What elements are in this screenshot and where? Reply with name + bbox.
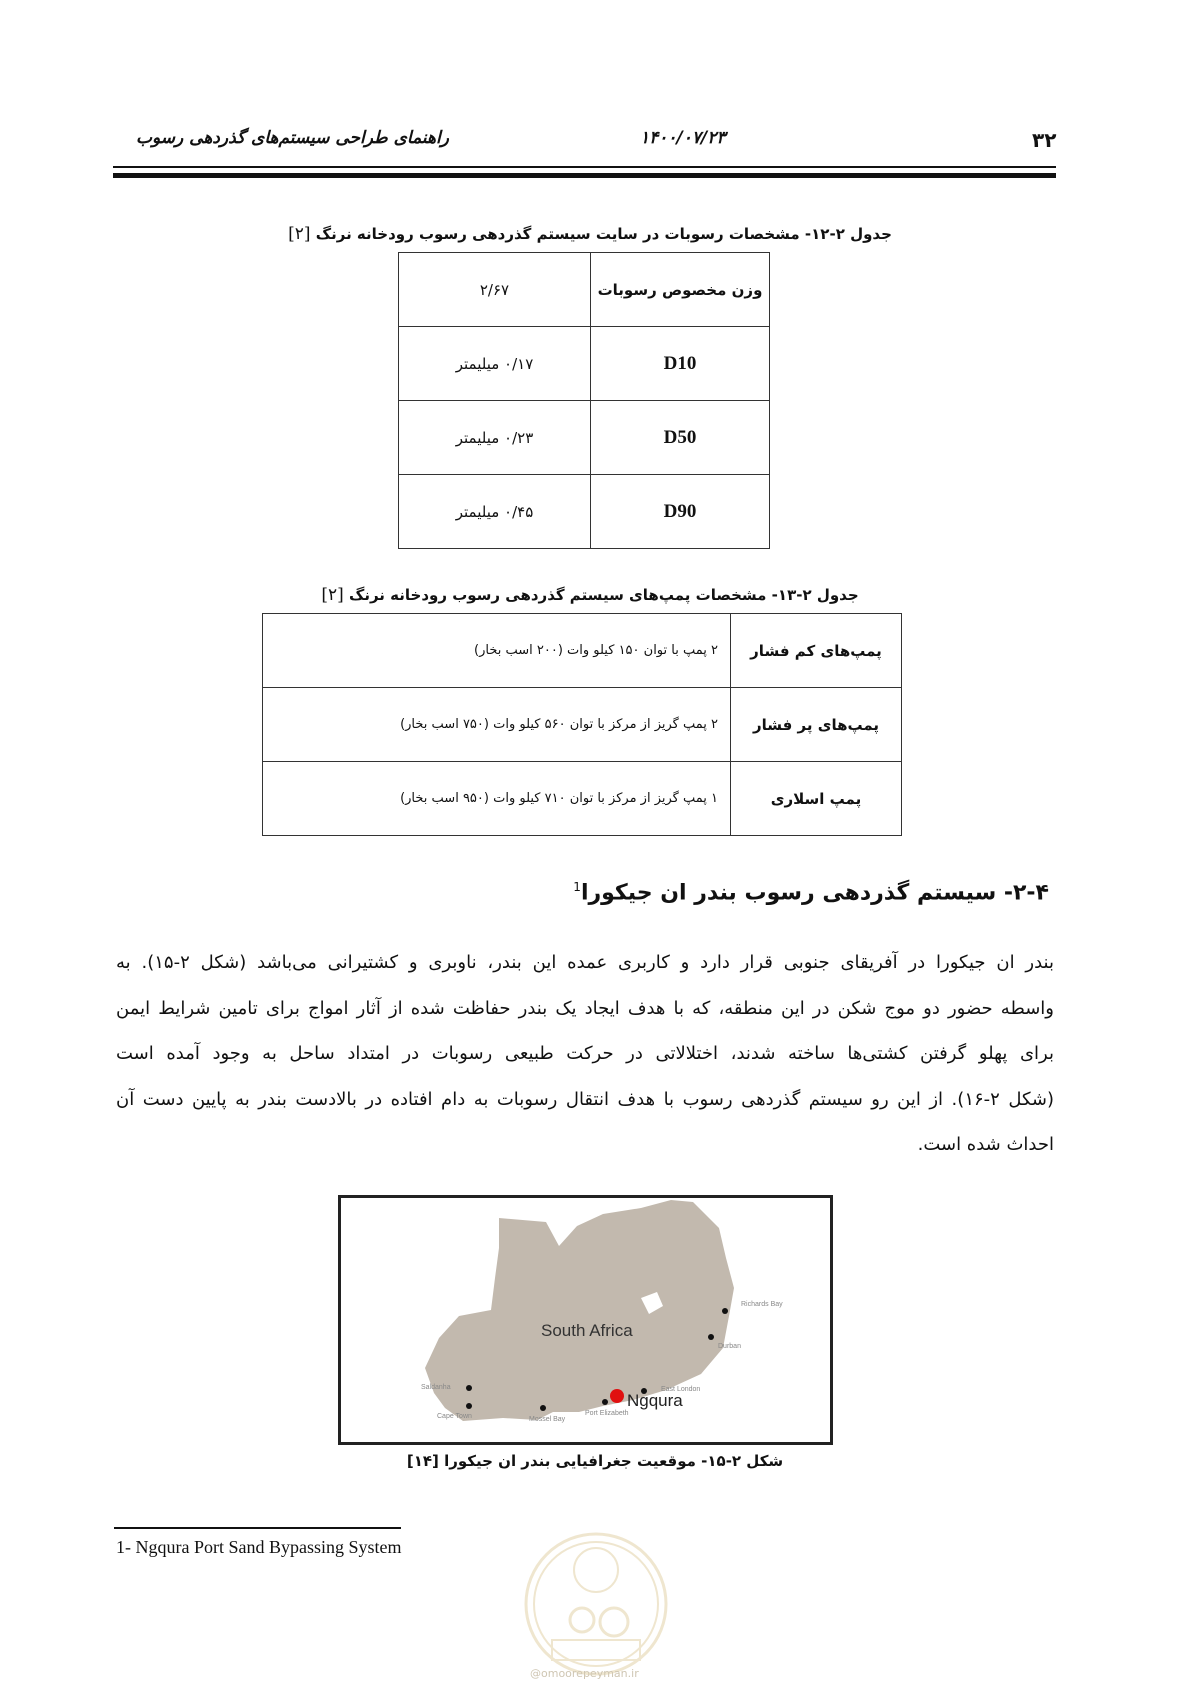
country-label: South Africa: [541, 1321, 633, 1340]
table-cell-key: D90: [591, 475, 770, 549]
table-cell-key: پمپ‌های پر فشار: [731, 688, 902, 762]
table-row: [263, 762, 902, 836]
table-cell-value: ۲ پمپ گریز از مرکز با توان ۵۶۰ کیلو وات (۷۵۰ اسب بخار): [263, 688, 731, 762]
table-cell-value: ۱ پمپ گریز از مرکز با توان ۷۱۰ کیلو وات (۹۵۰ اسب بخار): [263, 762, 731, 836]
table-row: [263, 688, 902, 762]
table-cell-value: ۲ پمپ با توان ۱۵۰ کیلو وات (۲۰۰ اسب بخار): [263, 614, 731, 688]
table-cell-key: وزن مخصوص رسوبات: [591, 253, 770, 327]
table1-caption: [280, 224, 900, 244]
footnote-rule: [114, 1527, 401, 1529]
pump-specs-table: [262, 613, 902, 836]
sediment-properties-table: [398, 252, 770, 549]
header-rule-thin: [113, 166, 1056, 168]
south-africa-map: [338, 1195, 833, 1445]
place-label: Durban: [718, 1343, 741, 1350]
section-heading-text: ۲-۴- سیستم گذردهی رسوب بندر ان جیکورا: [580, 880, 1049, 906]
footnote-marker: 1: [573, 880, 581, 894]
watermark-seal-icon: [522, 1530, 670, 1678]
figure-caption: شکل ۲-۱۵- موقعیت جغرافیایی بندر ان جیکورا [۱۴]: [406, 1452, 784, 1470]
table-cell-value: ۰/۲۳ میلیمتر: [399, 401, 591, 475]
table-cell-value: ۰/۱۷ میلیمتر: [399, 327, 591, 401]
table1-caption-text: جدول ۲-۱۲- مشخصات رسوبات در سایت سیستم گذردهی رسوب رودخانه نرنگ: [315, 225, 892, 243]
table-cell-value: ۰/۴۵ میلیمتر: [399, 475, 591, 549]
table-row: [399, 327, 770, 401]
paragraph-line: بندر ان جیکورا در آفریقای جنوبی قرار دارد و کاربری عمده این بندر، ناوبری و کشتیرانی می‌باشد (شکل ۲-۱۵). به: [116, 952, 1054, 973]
header-rule-thick: [113, 173, 1056, 178]
paragraph-line: واسطه حضور دو موج شکن در این منطقه، که با هدف ایجاد یک بندر حفاظت شده از آثار امواج برای تامین شرایط ایمن: [116, 998, 1054, 1019]
place-label: Port Elizabeth: [585, 1410, 629, 1417]
place-label: Mossel Bay: [529, 1416, 566, 1423]
map-graphic: [341, 1198, 830, 1442]
table-row: [399, 401, 770, 475]
place-label: Saldanha: [421, 1384, 451, 1391]
paragraph-line: برای پهلو گرفتن کشتی‌ها ساخته شدند، اختلالاتی در حرکت طبیعی رسوبات در امتداد ساحل به وجود آمده است: [116, 1043, 1054, 1064]
table-cell-key: پمپ‌های کم فشار: [731, 614, 902, 688]
table1-caption-ref: [۲]: [288, 224, 311, 244]
city-dot-mossel-bay: [540, 1405, 546, 1411]
watermark-url: @omoorepeyman.ir: [530, 1667, 639, 1680]
city-dot-cape-town: [466, 1403, 472, 1409]
city-dot-saldanha: [466, 1385, 472, 1391]
table-cell-key: پمپ اسلاری: [731, 762, 902, 836]
ngqura-marker: [610, 1389, 624, 1403]
table-row: [399, 253, 770, 327]
place-label: Cape Town: [437, 1413, 472, 1420]
header-date: ۱۴۰۰/۰۷/۲۳: [640, 128, 726, 148]
city-dot-richards-bay: [722, 1308, 728, 1314]
city-dot-port-elizabeth: [602, 1399, 608, 1405]
paragraph-line: (شکل ۲-۱۶). از این رو سیستم گذردهی رسوب با هدف انتقال رسوبات به دام افتاده در بالادست بندر به پایین دست آن: [116, 1089, 1055, 1110]
table2-caption-text: جدول ۲-۱۳- مشخصات پمپ‌های سیستم گذردهی رسوب رودخانه نرنگ: [348, 586, 859, 604]
table-row: [399, 475, 770, 549]
ngqura-label: Ngqura: [627, 1391, 683, 1410]
place-label: East London: [661, 1386, 701, 1393]
paragraph-line: احداث شده است.: [917, 1134, 1054, 1155]
footnote-text: 1- Ngqura Port Sand Bypassing System: [116, 1537, 402, 1557]
table-row: [263, 614, 902, 688]
table-cell-key: D50: [591, 401, 770, 475]
table-cell-value: ۲/۶۷: [399, 253, 591, 327]
page-number: ۳۲: [1032, 128, 1057, 152]
section-heading: [573, 880, 1049, 905]
table-cell-key: D10: [591, 327, 770, 401]
table2-caption-ref: [۲]: [321, 585, 344, 605]
table2-caption: [300, 585, 880, 605]
running-title: راهنمای طراحی سیستم‌های گذردهی رسوب: [136, 128, 449, 148]
place-label: Richards Bay: [741, 1301, 783, 1308]
city-dot-durban: [708, 1334, 714, 1340]
